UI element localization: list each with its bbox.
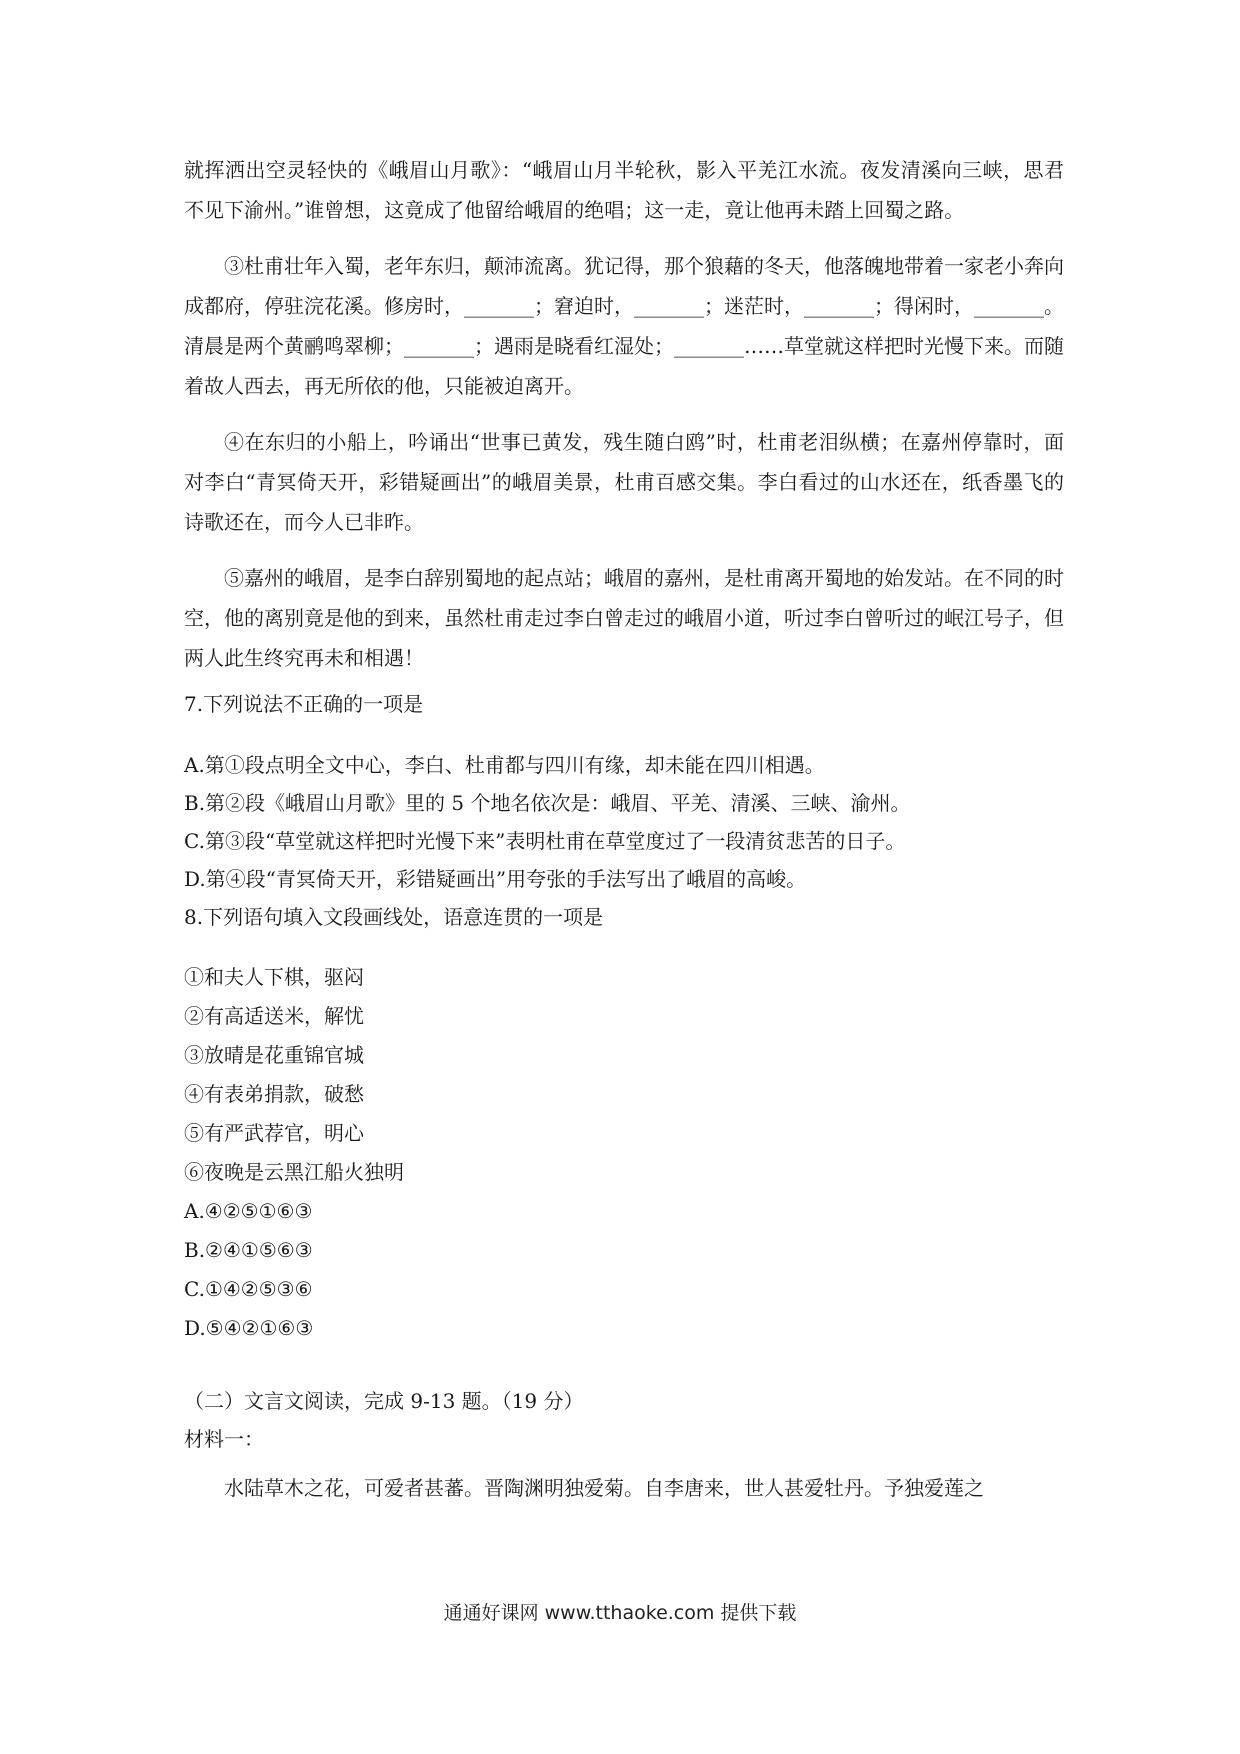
footer-watermark: 通通好课网 www.tthaoke.com 提供下载 xyxy=(443,1602,797,1624)
question-7-options xyxy=(184,746,1064,898)
question-8-option-b: B.②④①⑤⑥③ xyxy=(184,1238,313,1262)
question-8-items xyxy=(184,958,1064,1348)
paragraph-2-continued: 就挥洒出空灵轻快的《峨眉山月歌》：“峨眉山月半轮秋，影入平羌江水流。夜发清溪向三峡，思君不见下渝州。”谁曾想，这竟成了他留给峨眉的绝唱；这一走，竟让他再未踏上回蜀之路。 xyxy=(184,158,1064,222)
section-heading: （二）文言文阅读，完成 9-13 题。（19 分） xyxy=(184,1389,584,1413)
question-8-item: ⑥夜晚是云黑江船火独明 xyxy=(184,1160,404,1184)
question-7-option-c: C.第③段“草堂就这样把时光慢下来”表明杜甫在草堂度过了一段清贫悲苦的日子。 xyxy=(184,829,906,853)
question-8-item: ①和夫人下棋，驱闷 xyxy=(184,965,364,989)
section-classical-reading xyxy=(184,1382,1064,1508)
paragraph-5: ⑤嘉州的峨眉，是李白辞别蜀地的起点站；峨眉的嘉州，是杜甫离开蜀地的始发站。在不同的时空，他的离别竟是他的到来，虽然杜甫走过李白曾走过的峨眉小道，听过李白曾听过的岷江号子，但两人此生终究再未和相遇！ xyxy=(184,566,1064,670)
page-content xyxy=(184,150,1064,1508)
question-8-option-c: C.①④②⑤③⑥ xyxy=(184,1277,313,1301)
material-text: 水陆草木之花，可爱者甚蕃。晋陶渊明独爱菊。自李唐来，世人甚爱牡丹。予独爱莲之 xyxy=(224,1476,984,1500)
question-7 xyxy=(184,684,1064,898)
question-7-option-a: A.第①段点明全文中心，李白、杜甫都与四川有缘，却未能在四川相遇。 xyxy=(184,753,825,777)
material-label: 材料一： xyxy=(184,1427,264,1451)
question-7-option-b: B.第②段《峨眉山月歌》里的 5 个地名依次是：峨眉、平羌、清溪、三峡、渝州。 xyxy=(184,791,911,815)
question-7-title: 7.下列说法不正确的一项是 xyxy=(184,692,424,716)
question-8-item: ③放晴是花重锦官城 xyxy=(184,1043,364,1067)
question-8-item: ④有表弟捐款，破愁 xyxy=(184,1082,364,1106)
question-8-title: 8.下列语句填入文段画线处，语意连贯的一项是 xyxy=(184,905,604,929)
question-8 xyxy=(184,898,1064,1348)
question-7-option-d: D.第④段“青冥倚天开，彩错疑画出”用夸张的手法写出了峨眉的高峻。 xyxy=(184,867,807,891)
paragraph-4: ④在东归的小船上，吟诵出“世事已黄发，残生随白鸥”时，杜甫老泪纵横；在嘉州停靠时，面对李白“青冥倚天开，彩错疑画出”的峨眉美景，杜甫百感交集。李白看过的山水还在，纸香墨飞的诗歌还在，而今人已非昨。 xyxy=(184,430,1064,534)
question-8-item: ⑤有严武荐官，明心 xyxy=(184,1121,364,1145)
paragraph-3: ③杜甫壮年入蜀，老年东归，颠沛流离。犹记得，那个狼藉的冬天，他落魄地带着一家老小奔向成都府，停驻浣花溪。修房时，_______；窘迫时，_______；迷茫时，_______；得闲时，_______。清晨是两个黄鹂鸣翠柳；_______；遇雨是晓看红湿处；_______……草堂就这样把时光慢下来。而随着故人西去，再无所依的他，只能被迫离开。 xyxy=(184,254,1064,398)
question-8-option-d: D.⑤④②①⑥③ xyxy=(184,1316,314,1340)
question-8-option-a: A.④②⑤①⑥③ xyxy=(184,1199,313,1223)
question-8-item: ②有高适送米，解忧 xyxy=(184,1004,364,1028)
